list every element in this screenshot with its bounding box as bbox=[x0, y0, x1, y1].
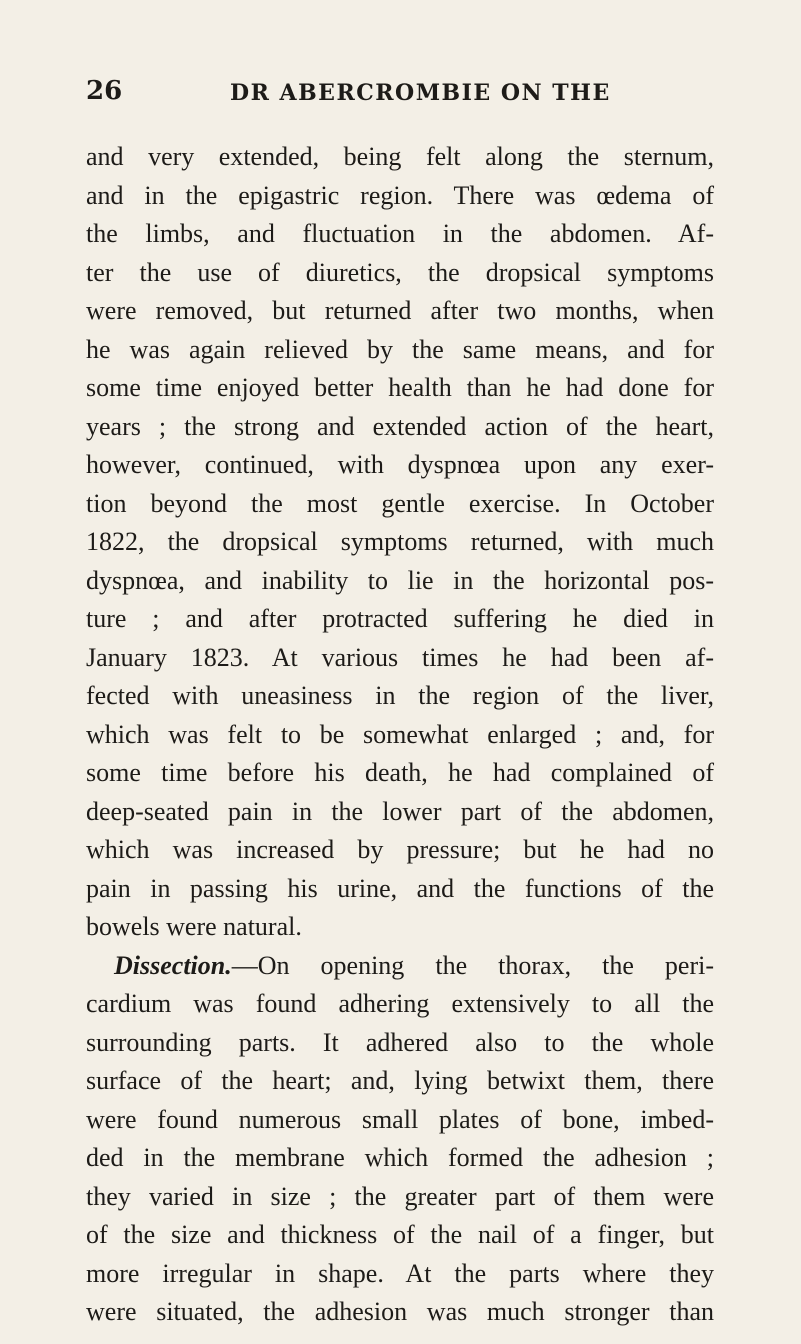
text-line: cardium was found adhering extensively to all the bbox=[86, 989, 714, 1018]
text-line: bowels were natural. bbox=[86, 912, 302, 941]
text-line: which was increased by pressure; but he had no bbox=[86, 835, 714, 864]
text-line: 1822, the dropsical symptoms returned, with much bbox=[86, 527, 714, 556]
text-line: were situated, the adhesion was much stronger than bbox=[86, 1297, 714, 1326]
body-text bbox=[86, 138, 714, 1332]
text-line: ture ; and after protracted suffering he died in bbox=[86, 604, 714, 633]
page-header bbox=[86, 76, 715, 116]
text-line: and very extended, being felt along the sternum, bbox=[86, 142, 714, 171]
text-line: however, continued, with dyspnœa upon any exer- bbox=[86, 450, 714, 479]
text-line: were removed, but returned after two months, when bbox=[86, 296, 714, 325]
page-number: 26 bbox=[86, 76, 123, 106]
text-line: some time enjoyed better health than he had done for bbox=[86, 373, 714, 402]
text-line: January 1823. At various times he had been af- bbox=[86, 642, 714, 672]
text-line: some time before his death, he had complained of bbox=[86, 758, 714, 787]
text-line: fected with uneasiness in the region of the liver, bbox=[86, 681, 714, 710]
text-line: of the size and thickness of the nail of a finger, but bbox=[86, 1220, 714, 1249]
text-line: years ; the strong and extended action of the heart, bbox=[86, 411, 714, 441]
dissection-heading: Dissection. bbox=[114, 950, 232, 980]
text-line: ded in the membrane which formed the adhesion ; bbox=[86, 1143, 714, 1172]
text-line: surface of the heart; and, lying betwixt them, there bbox=[86, 1066, 714, 1095]
text-line: more irregular in shape. At the parts where they bbox=[86, 1258, 714, 1288]
text-line: the limbs, and fluctuation in the abdomen. Af- bbox=[86, 219, 714, 248]
paragraph-dissection bbox=[86, 947, 714, 1332]
text-line: and in the epigastric region. There was œdema of bbox=[86, 180, 714, 210]
text-line: pain in passing his urine, and the functions of the bbox=[86, 873, 714, 903]
text-line: tion beyond the most gentle exercise. In October bbox=[86, 488, 714, 518]
text-line: ter the use of diuretics, the dropsical symptoms bbox=[86, 257, 714, 287]
text-line: which was felt to be somewhat enlarged ; and, for bbox=[86, 719, 714, 749]
text-line: were found numerous small plates of bone, imbed- bbox=[86, 1104, 714, 1134]
running-head: DR ABERCROMBIE ON THE bbox=[230, 80, 611, 106]
text-line bbox=[86, 947, 714, 986]
paragraph-case-history bbox=[86, 138, 714, 947]
text-line: dyspnœa, and inability to lie in the horizontal pos- bbox=[86, 565, 714, 595]
text-line: surrounding parts. It adhered also to the whole bbox=[86, 1027, 714, 1057]
dissection-first-line: —On opening the thorax, the peri- bbox=[231, 950, 714, 980]
text-line: he was again relieved by the same means, and for bbox=[86, 334, 714, 364]
text-line: they varied in size ; the greater part of them were bbox=[86, 1181, 714, 1211]
text-line: deep-seated pain in the lower part of the abdomen, bbox=[86, 796, 714, 826]
